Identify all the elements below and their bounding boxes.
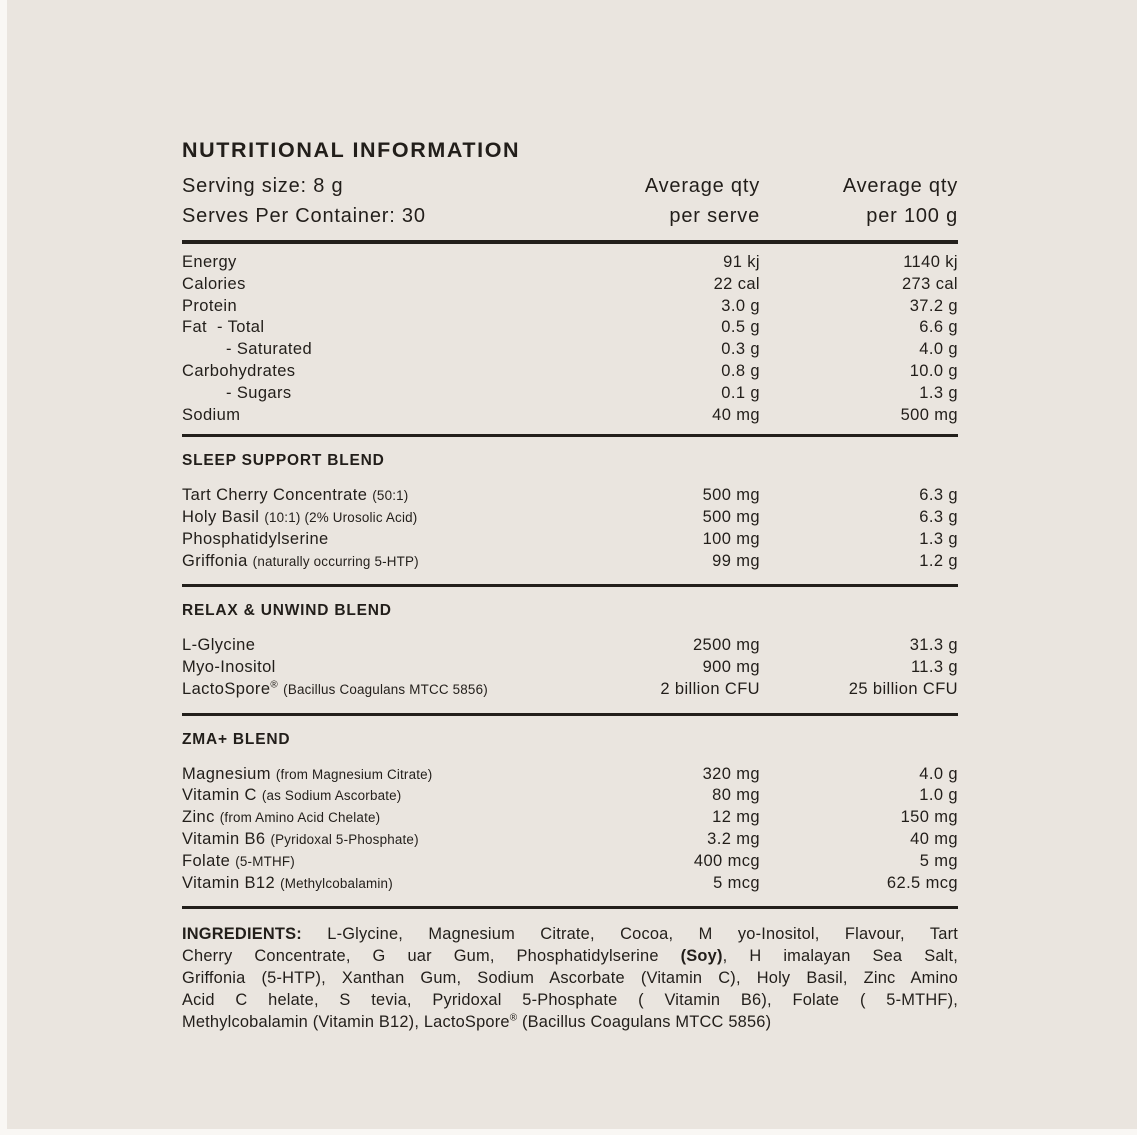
table-row xyxy=(182,383,958,405)
value-per-100g: 1.2 g xyxy=(919,551,958,570)
value-per-serve: 22 cal xyxy=(713,274,760,293)
value-per-100g: 62.5 mcg xyxy=(886,873,958,892)
table-header xyxy=(182,172,958,231)
table-row xyxy=(182,507,958,529)
value-per-100g: 25 billion CFU xyxy=(848,679,958,698)
ingredients-heading: INGREDIENTS: xyxy=(182,925,302,944)
table-row xyxy=(182,657,958,679)
row-label: Griffonia (naturally occurring 5-HTP) xyxy=(182,551,419,570)
table-row xyxy=(182,405,958,427)
row-label: Magnesium (from Magnesium Citrate) xyxy=(182,764,433,783)
row-label-note: (5-MTHF) xyxy=(235,853,295,869)
value-per-serve: 3.0 g xyxy=(721,296,760,315)
registered-mark: ® xyxy=(270,679,279,691)
panel-title: NUTRITIONAL INFORMATION xyxy=(182,138,521,162)
blend-heading: RELAX & UNWIND BLEND xyxy=(182,602,392,620)
table-row xyxy=(182,851,958,873)
ingredients-text: L-Glycine, Magnesium Citrate, Cocoa, M yo-Inositol, Flavour, Tart xyxy=(301,925,958,944)
row-label-note: (from Magnesium Citrate) xyxy=(275,766,433,782)
value-per-serve: 99 mg xyxy=(712,551,760,570)
value-per-100g: 6.3 g xyxy=(919,486,958,505)
row-label: Vitamin C (as Sodium Ascorbate) xyxy=(182,786,402,805)
col-header-per-serve xyxy=(610,172,760,231)
value-per-100g: 1140 kj xyxy=(903,253,958,271)
row-label-note: (Pyridoxal 5-Phosphate) xyxy=(270,831,419,847)
row-label: Vitamin B6 (Pyridoxal 5-Phosphate) xyxy=(182,829,419,848)
value-per-100g: 31.3 g xyxy=(909,636,958,655)
blend-section xyxy=(182,450,958,572)
table-row xyxy=(182,635,958,657)
allergen-soy: (Soy) xyxy=(680,947,723,966)
row-label: LactoSpore® (Bacillus Coagulans MTCC 5856) xyxy=(182,679,488,698)
row-label-note: (Bacillus Coagulans MTCC 5856) xyxy=(283,681,488,697)
table-row xyxy=(182,679,958,701)
row-label: Holy Basil (10:1) (2% Urosolic Acid) xyxy=(182,508,418,527)
value-per-serve: 5 mcg xyxy=(713,873,760,892)
ingredients-line xyxy=(182,946,958,968)
core-nutrition-rows xyxy=(182,252,958,426)
ingredients-text: , H imalayan Sea Salt, xyxy=(722,947,959,966)
row-label-note: (Methylcobalamin) xyxy=(280,875,393,891)
blend-heading: SLEEP SUPPORT BLEND xyxy=(182,452,385,470)
value-per-serve: 0.8 g xyxy=(721,361,760,380)
divider xyxy=(182,434,958,437)
value-per-serve: 0.5 g xyxy=(721,318,760,337)
value-per-serve: 2500 mg xyxy=(692,636,760,655)
ingredients-line xyxy=(182,924,958,946)
value-per-100g: 500 mg xyxy=(900,405,958,424)
row-label-note: (50:1) xyxy=(372,488,409,504)
row-label: Calories xyxy=(182,274,246,293)
col-header-line: Average qty xyxy=(842,175,958,197)
blend-sections xyxy=(182,450,958,909)
table-row xyxy=(182,873,958,895)
value-per-100g: 273 cal xyxy=(901,274,958,293)
row-label: Carbohydrates xyxy=(182,361,296,380)
value-per-serve: 12 mg xyxy=(712,808,760,827)
table-row xyxy=(182,807,958,829)
row-label-note: (as Sodium Ascorbate) xyxy=(261,788,402,804)
table-row xyxy=(182,317,958,339)
value-per-serve: 400 mcg xyxy=(693,851,760,870)
value-per-100g: 40 mg xyxy=(910,829,958,848)
row-label: Folate (5-MTHF) xyxy=(182,851,295,870)
ingredients xyxy=(182,924,958,1034)
value-per-100g: 1.3 g xyxy=(919,529,958,548)
divider xyxy=(182,906,958,909)
table-row xyxy=(182,485,958,507)
value-per-serve: 100 mg xyxy=(702,529,760,548)
table-row xyxy=(182,551,958,573)
value-per-100g: 1.0 g xyxy=(919,786,958,805)
value-per-serve: 500 mg xyxy=(702,486,760,505)
value-per-100g: 4.0 g xyxy=(919,340,958,359)
ingredients-text: Methylcobalamin (Vitamin B12), LactoSpore xyxy=(182,1012,510,1031)
row-label: Protein xyxy=(182,296,238,315)
blend-heading: ZMA+ BLEND xyxy=(182,730,291,748)
row-label: Vitamin B12 (Methylcobalamin) xyxy=(182,873,393,892)
ingredients-line: Griffonia (5-HTP), Xanthan Gum, Sodium Ascorbate (Vitamin C), Holy Basil, Zinc Amino xyxy=(182,969,958,988)
ingredients-text: (Bacillus Coagulans MTCC 5856) xyxy=(517,1012,772,1031)
nutrition-panel xyxy=(182,138,958,1034)
value-per-serve: 3.2 mg xyxy=(707,829,760,848)
value-per-serve: 2 billion CFU xyxy=(660,679,760,698)
value-per-serve: 320 mg xyxy=(702,764,760,783)
table-row xyxy=(182,529,958,551)
ingredients-line: Acid C helate, S tevia, Pyridoxal 5-Phosphate ( Vitamin B6), Folate ( 5-MTHF), xyxy=(182,991,958,1010)
row-label: Energy xyxy=(182,253,237,271)
row-label: Zinc (from Amino Acid Chelate) xyxy=(182,808,381,827)
row-label: Sodium xyxy=(182,405,241,424)
value-per-100g: 4.0 g xyxy=(919,764,958,783)
value-per-serve: 0.3 g xyxy=(721,340,760,359)
divider xyxy=(182,713,958,716)
row-label: Tart Cherry Concentrate (50:1) xyxy=(182,486,409,505)
row-label-note: (from Amino Acid Chelate) xyxy=(219,810,381,826)
row-label: L-Glycine xyxy=(182,636,256,655)
row-label: - Sugars xyxy=(226,383,292,402)
value-per-serve: 500 mg xyxy=(702,508,760,527)
value-per-100g: 1.3 g xyxy=(919,383,958,402)
divider xyxy=(182,240,958,244)
col-header-per-100g xyxy=(760,172,958,231)
ingredients-line xyxy=(182,1012,958,1034)
scan-edge-left xyxy=(0,0,7,1135)
value-per-100g: 6.6 g xyxy=(919,318,958,337)
registered-mark: ® xyxy=(509,1012,518,1024)
row-label: Myo-Inositol xyxy=(182,658,276,677)
serving-size: Serving size: 8 g xyxy=(182,175,344,197)
blend-section xyxy=(182,729,958,895)
table-row xyxy=(182,252,958,274)
value-per-serve: 40 mg xyxy=(712,405,760,424)
table-row xyxy=(182,296,958,318)
value-per-100g: 5 mg xyxy=(919,851,958,870)
serves-per-container: Serves Per Container: 30 xyxy=(182,204,426,227)
row-label: Fat - Total xyxy=(182,318,265,337)
col-header-line: Average qty xyxy=(644,175,760,197)
row-label-note: (naturally occurring 5-HTP) xyxy=(252,553,419,569)
row-label: - Saturated xyxy=(226,340,313,359)
col-header-line: per serve xyxy=(669,204,760,227)
table-row xyxy=(182,829,958,851)
value-per-serve: 900 mg xyxy=(702,658,760,677)
blend-section xyxy=(182,600,958,700)
scan-edge-bottom xyxy=(0,1129,1137,1135)
value-per-serve: 80 mg xyxy=(712,786,760,805)
value-per-serve: 91 kj xyxy=(723,253,760,271)
row-label-note: (10:1) (2% Urosolic Acid) xyxy=(264,510,418,526)
ingredients-text: Cherry Concentrate, G uar Gum, Phosphatidylserine xyxy=(182,947,681,966)
value-per-100g: 10.0 g xyxy=(909,361,958,380)
serving-info xyxy=(182,172,610,231)
table-row xyxy=(182,785,958,807)
table-row xyxy=(182,764,958,786)
table-row xyxy=(182,274,958,296)
table-row xyxy=(182,361,958,383)
value-per-serve: 0.1 g xyxy=(721,383,760,402)
table-row xyxy=(182,339,958,361)
value-per-100g: 6.3 g xyxy=(919,508,958,527)
col-header-line: per 100 g xyxy=(866,204,958,227)
divider xyxy=(182,584,958,587)
value-per-100g: 150 mg xyxy=(900,808,958,827)
value-per-100g: 37.2 g xyxy=(909,296,958,315)
row-label: Phosphatidylserine xyxy=(182,529,329,548)
value-per-100g: 11.3 g xyxy=(910,658,958,677)
